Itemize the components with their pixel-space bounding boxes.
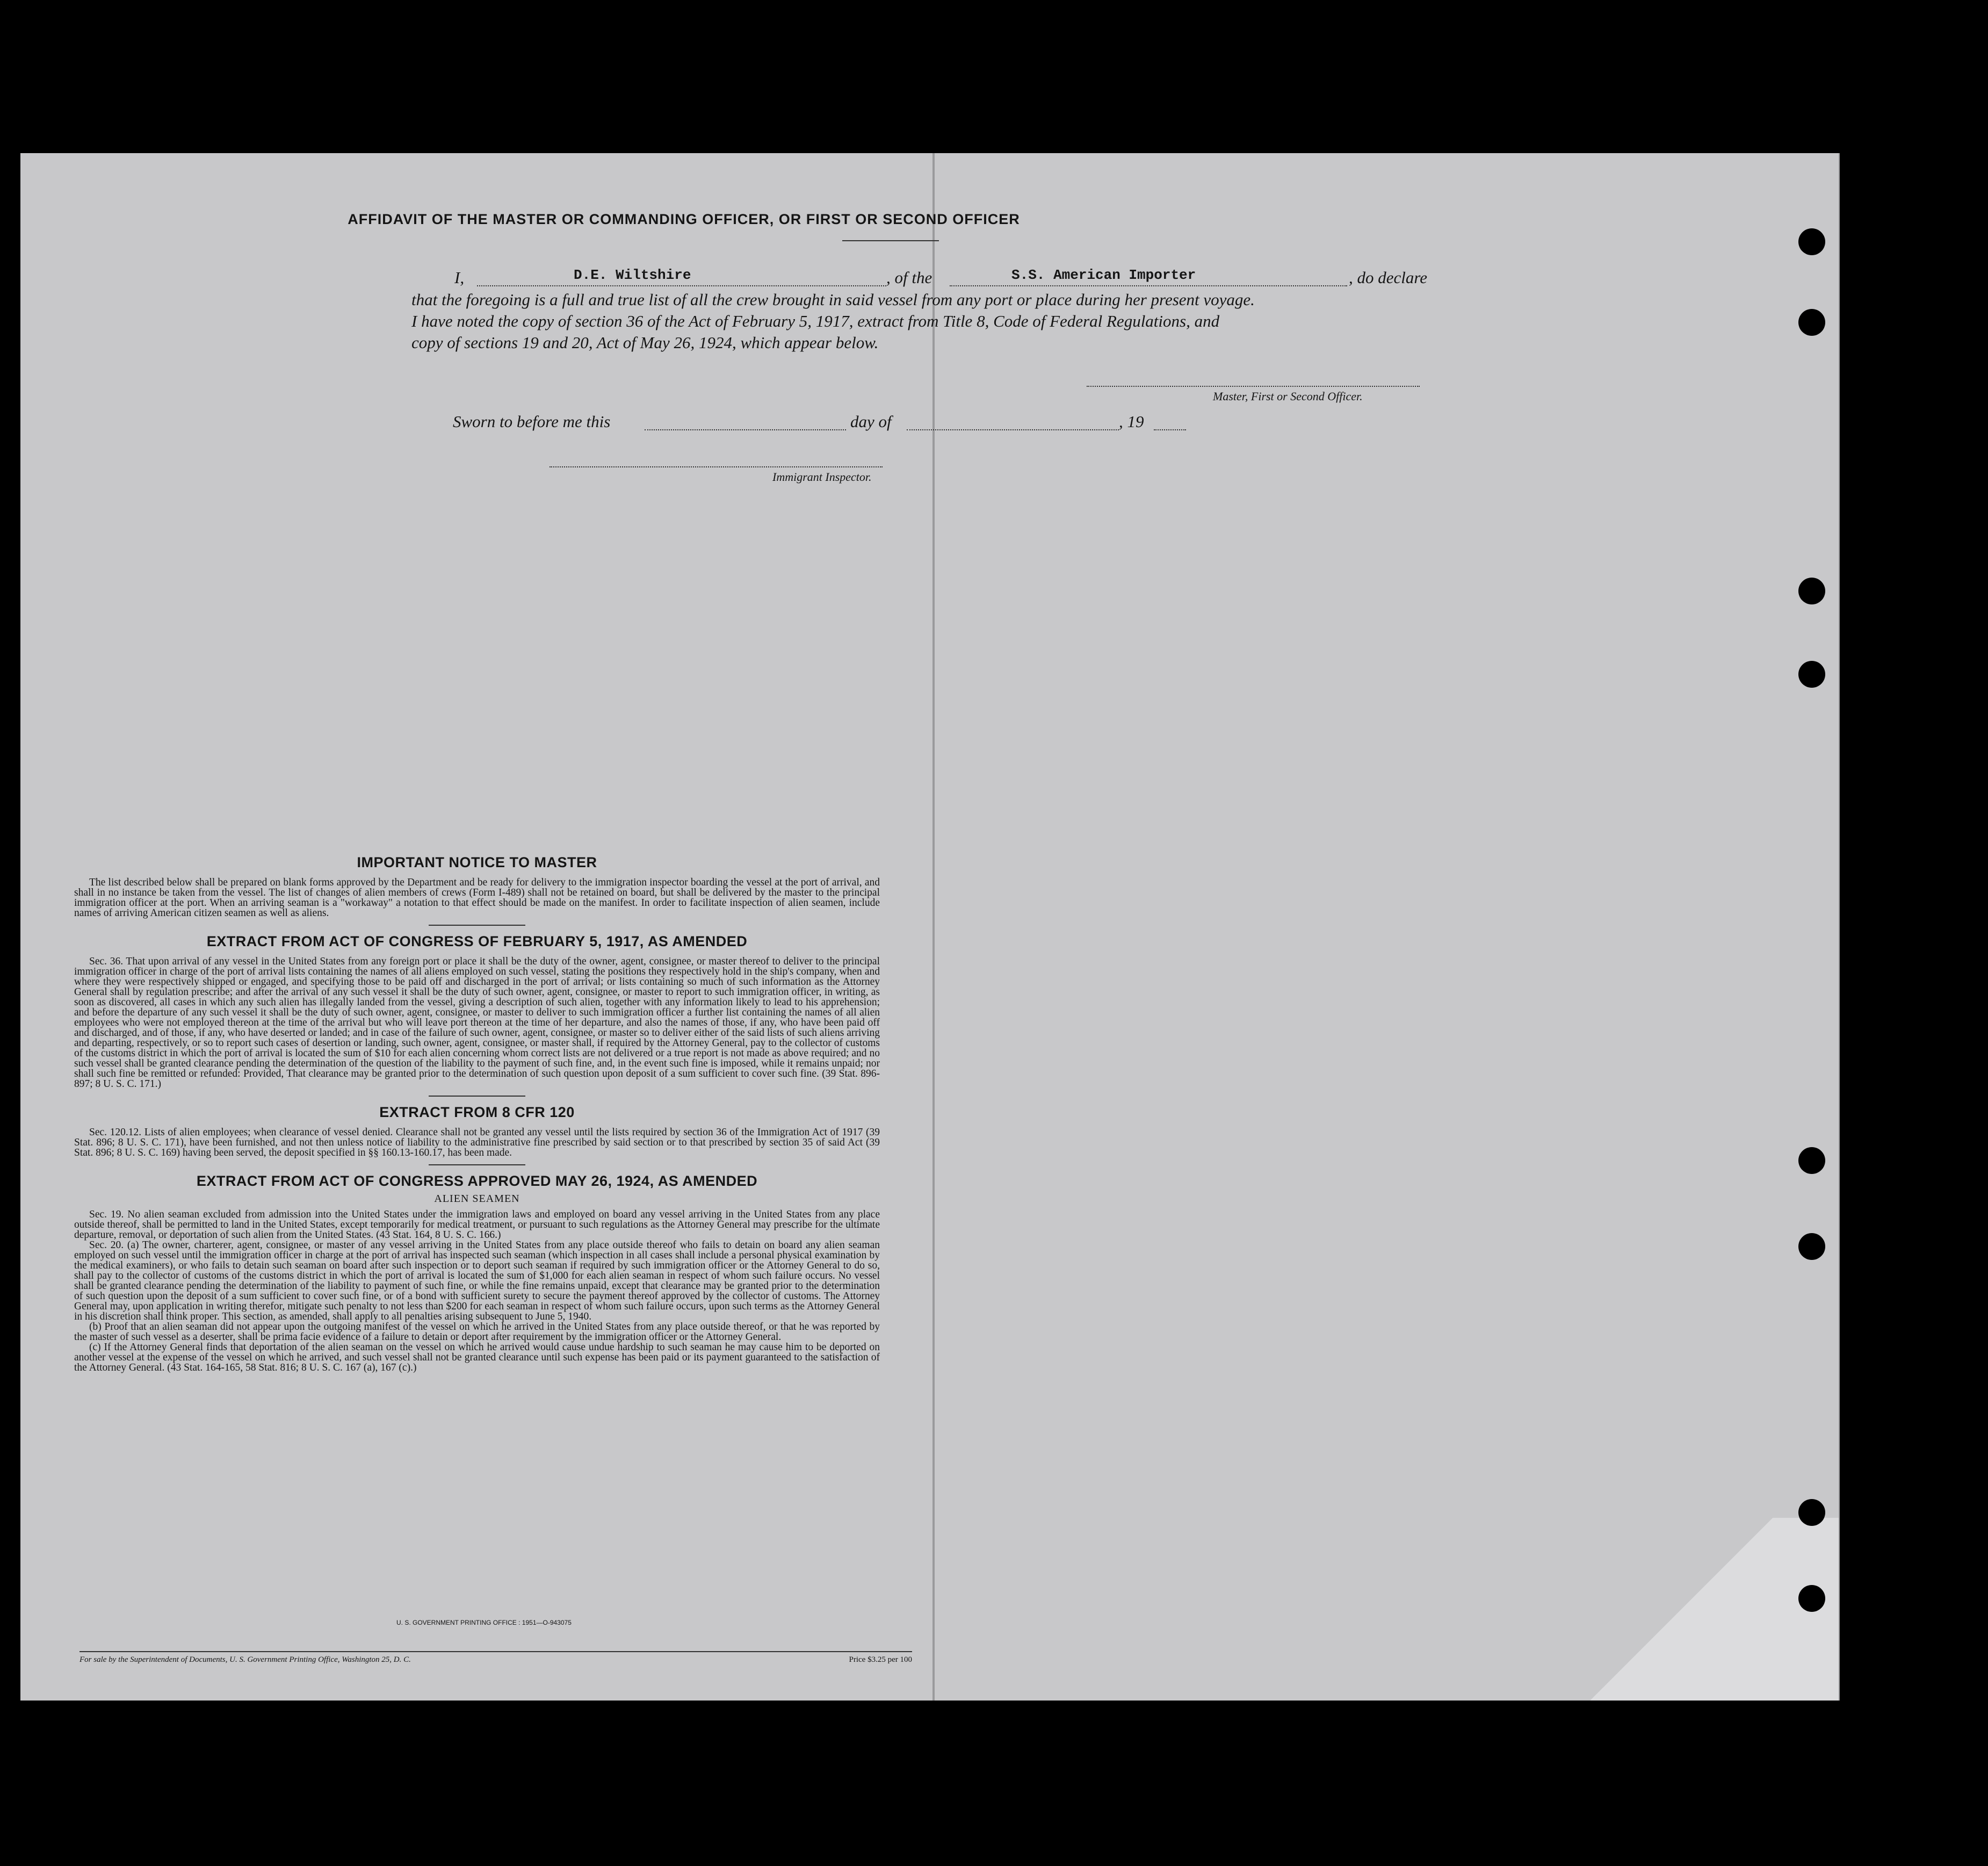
punch-hole — [1798, 309, 1825, 336]
declaration-text-2: I have noted the copy of section 36 of the Act of February 5, 1917, extract from Title 8, Code of Federal Regulations, and — [411, 312, 1220, 330]
extract-1924-sec20b: (b) Proof that an alien seaman did not appear upon the outgoing manifest of the vessel on which he arrived in the United States from any place outside thereof, or that he was reported by the master of such vessel as a deserter, shall be prima facie evidence of a failure to detain or deport after requirement by the immigration officer or the Attorney General. — [74, 1321, 880, 1343]
year-prefix: , 19 — [1119, 412, 1144, 431]
punch-hole — [1798, 1147, 1825, 1174]
footer-price: Price $3.25 per 100 — [849, 1655, 912, 1664]
punch-hole — [1798, 1233, 1825, 1260]
inspector-signature-label: Immigrant Inspector. — [772, 470, 872, 484]
extract-1917-title: EXTRACT FROM ACT OF CONGRESS OF FEBRUARY 5, 1917, AS AMENDED — [206, 933, 748, 949]
affidavit-title: AFFIDAVIT OF THE MASTER OR COMMANDING OFFICER, OR FIRST OR SECOND OFFICER — [348, 211, 1020, 227]
master-signature-line — [1087, 386, 1420, 387]
gpo-imprint: U. S. GOVERNMENT PRINTING OFFICE : 1951—O-943075 — [396, 1619, 572, 1626]
cfr-120-text: Sec. 120.12. Lists of alien employees; when clearance of vessel denied. Clearance shall not be granted any vessel until the lists required by section 36 of the Immigration Act of 1917 (39 Stat. 896; 8 U. S. C. 171), have been furnished, and not then unless notice of liability to the administrative fine prescribed by said section or to that prescribed by section 35 of said Act (39 Stat. 896; 8 U. S. C. 169) having been served, the deposit specified in §§ 160.13-160.17, has been made. — [74, 1127, 880, 1158]
extract-1924-sec20c: (c) If the Attorney General finds that deportation of the alien seaman on the vessel on which he arrived would cause undue hardship to such seaman he may cause him to be deported on another vessel at the expense of the vessel on which he arrived, and such vessel shall not be granted clearance until such expense has been paid or its payment guaranteed to the satisfaction of the Attorney General. (43 Stat. 164-165, 58 Stat. 816; 8 U. S. C. 167 (a), 167 (c).) — [74, 1342, 880, 1373]
punch-hole — [1798, 578, 1825, 604]
folded-corner — [1524, 1518, 1839, 1701]
do-declare-label: , do declare — [1349, 268, 1428, 287]
title-rule — [842, 240, 939, 241]
of-the-label: , of the — [886, 268, 932, 287]
punch-hole — [1798, 1499, 1825, 1526]
officer-name: D.E. Wiltshire — [574, 267, 691, 283]
footer-sale-text: For sale by the Superintendent of Documents, U. S. Government Printing Office, Washington 25, D. C. — [79, 1655, 411, 1664]
punch-hole — [1798, 228, 1825, 255]
master-signature-label: Master, First or Second Officer. — [1213, 390, 1363, 403]
declaration-text-1: that the foregoing is a full and true list of all the crew brought in said vessel from any port or place during her present voyage. — [411, 290, 1255, 309]
notice-text: The list described below shall be prepared on blank forms approved by the Department and be ready for delivery to the immigration inspector boarding the vessel at the port of arrival, and shall in no instance be taken from the vessel. The list of changes of alien members of crews (Form I-489) shall not be retained on board, but shall be delivered by the master to the principal immigration officer at the port. When an arriving seaman is a "workaway" a notation to that effect should be made on the manifest. In order to facilitate inspection of alien seamen, include names of arriving American citizen seamen as well as aliens. — [74, 877, 880, 919]
sworn-day-line — [645, 411, 846, 436]
section-rule — [429, 1096, 525, 1097]
extract-1924-subtitle: ALIEN SEAMEN — [434, 1193, 520, 1205]
extract-1924-sec19: Sec. 19. No alien seaman excluded from admission into the United States under the immigration laws and employed on board any vessel arriving in the United States from any place outside thereof, shall be permitted to land in the United States, except temporarily for medical treatment, or pursuant to such regulations as the Attorney General may prescribe for the ultimate departure, removal, or deportation of such alien from the United States. (43 Stat. 164, 8 U. S. C. 166.) — [74, 1209, 880, 1241]
punch-hole — [1798, 661, 1825, 688]
punch-hole — [1798, 1585, 1825, 1612]
extract-1924-title: EXTRACT FROM ACT OF CONGRESS APPROVED MAY 26, 1924, AS AMENDED — [196, 1173, 758, 1189]
cfr-120-title: EXTRACT FROM 8 CFR 120 — [379, 1104, 575, 1120]
sworn-year-line — [1154, 411, 1186, 436]
declaration-text-3: copy of sections 19 and 20, Act of May 26, 1924, which appear below. — [411, 333, 879, 352]
section-rule — [429, 1164, 525, 1165]
sworn-month-line — [907, 411, 1119, 436]
i-label: I, — [454, 268, 465, 287]
day-of-label: day of — [850, 412, 892, 431]
inspector-signature-line — [550, 466, 883, 467]
manifest-sheet — [20, 153, 1840, 1701]
footer — [79, 1651, 912, 1665]
section-rule — [429, 925, 525, 926]
notice-title: IMPORTANT NOTICE TO MASTER — [357, 854, 597, 870]
vessel-name: S.S. American Importer — [1011, 267, 1196, 283]
legal-column — [74, 854, 880, 1373]
center-fold — [932, 153, 935, 1701]
extract-1924-sec20a: Sec. 20. (a) The owner, charterer, agent, consignee, or master of any vessel arriving in the United States from any place outside thereof who fails to detain on board any alien seaman employed on such vessel until the immigration officer in charge at the port of arrival has inspected such seaman (which inspection in all cases shall include a personal physical examination by the medical examiners), or who fails to detain such seaman on board after such inspection or to deport such seaman if required by such immigration officer or the Attorney General to do so, shall pay to the collector of customs of the customs district in which the port of arrival is located the sum of $1,000 for each alien seaman in respect of whom such failure occurs. No vessel shall be granted clearance pending the determination of the liability to payment of such fine, or while the fine remains unpaid, except that clearance may be granted prior to the determination of such question upon the deposit of a sum sufficient to cover such fine, or of a bond with sufficient surety to secure the payment thereof approved by the collector of customs. The Attorney General may, upon application in writing therefor, mitigate such penalty to not less than $200 for each seaman in respect of whom such failure occurs, upon such terms as the Attorney General in his discretion shall think proper. This section, as amended, shall apply to all penalties arising subsequent to June 5, 1940. — [74, 1240, 880, 1322]
sworn-label: Sworn to before me this — [453, 412, 611, 431]
extract-1917-text: Sec. 36. That upon arrival of any vessel in the United States from any foreign port or place it shall be the duty of the owner, agent, consignee, or master thereof to deliver to the principal immigration officer in charge of the port of arrival lists containing the names of all aliens employed on such vessel, stating the positions they respectively hold in the ship's company, when and where they were respectively shipped or engaged, and specifying those to be paid off and discharged in the port of arrival; or lists containing so much of such information as the Attorney General shall by regulation prescribe; and after the arrival of any such vessel it shall be the duty of such owner, agent, consignee, or master to report to such immigration officer, in writing, as soon as discovered, all cases in which any such alien has illegally landed from the vessel, giving a description of such alien, together with any information likely to lead to his apprehension; and before the departure of any such vessel it shall be the duty of such owner, agent, consignee, or master to deliver to such immigration officer a further list containing the names of all alien employees who were not employed thereon at the time of the arrival but who will leave port thereon at the time of her departure, and also the names of those, if any, who have been paid off and discharged, and of those, if any, who have deserted or landed; and in case of the failure of such owner, agent, consignee, or master so to deliver either of the said lists of such aliens arriving and departing, respectively, or so to report such cases of desertion or landing, such owner, agent, consignee, or master shall, if required by the Attorney General, pay to the collector of customs of the customs district in which the port of arrival is located the sum of $10 for each alien concerning whom correct lists are not delivered or a true report is not made as above required; and no such vessel shall be granted clearance pending the determination of the question of the liability to the payment of such fine, and, in the event such fine is imposed, while it remains unpaid; nor shall such fine be remitted or refunded: Provided, That clearance may be granted prior to the determination of such question upon deposit of a sum sufficient to cover such fine. (39 Stat. 896-897; 8 U. S. C. 171.) — [74, 956, 880, 1090]
